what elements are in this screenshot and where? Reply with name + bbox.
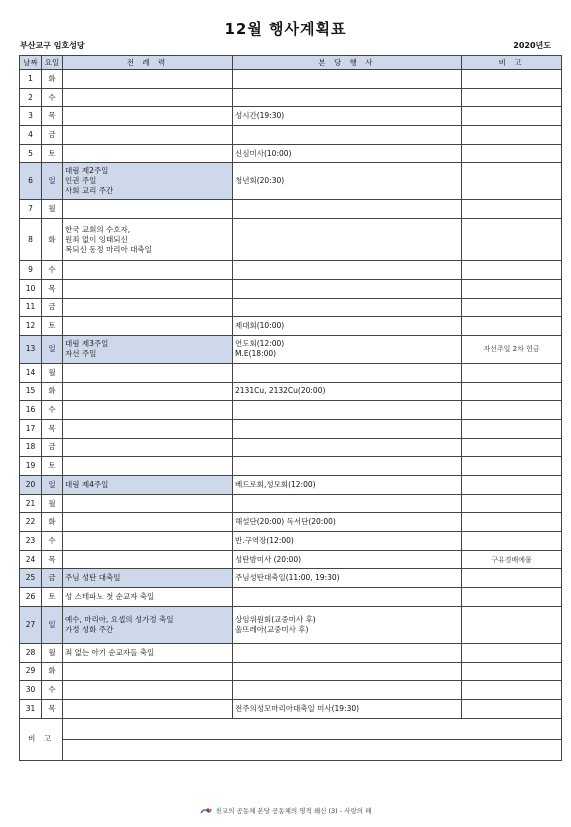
organization-name: 부산교구 임호성당 — [20, 41, 85, 50]
event-line: 주님성탄대축일(11:00, 19:30) — [235, 573, 340, 583]
events-cell — [233, 298, 462, 317]
liturgy-line: 자선 주일 — [65, 349, 97, 359]
note-cell — [462, 457, 562, 476]
table-row — [20, 550, 562, 569]
footer — [0, 806, 571, 815]
header-date: 날짜 — [20, 56, 42, 70]
table-row — [20, 317, 562, 336]
note-cell — [462, 606, 562, 643]
event-line: 해설단(20:00) 독서단(20:00) — [235, 517, 336, 527]
liturgy-cell — [63, 200, 233, 219]
weekday-cell: 수 — [42, 681, 63, 700]
table-row — [20, 200, 562, 219]
table-row — [20, 588, 562, 607]
liturgy-cell — [63, 335, 233, 363]
liturgy-line: 인권 주일 — [65, 176, 97, 186]
liturgy-cell — [63, 261, 233, 280]
note-cell — [462, 419, 562, 438]
events-cell — [233, 107, 462, 126]
date-cell: 25 — [20, 569, 42, 588]
events-cell — [233, 163, 462, 200]
event-line: 베드로회,성모회(12:00) — [235, 479, 316, 489]
table-row — [20, 419, 562, 438]
events-cell — [233, 513, 462, 532]
date-cell: 11 — [20, 298, 42, 317]
event-line: 전주의성모마리아대축일 미사(19:30) — [235, 703, 360, 713]
weekday-cell: 목 — [42, 699, 63, 718]
date-cell: 1 — [20, 70, 42, 89]
weekday-cell: 월 — [42, 200, 63, 219]
weekday-cell: 월 — [42, 494, 63, 513]
date-cell: 13 — [20, 335, 42, 363]
weekday-cell: 월 — [42, 643, 63, 662]
note-cell — [462, 569, 562, 588]
header-events: 본 당 행 사 — [233, 56, 462, 70]
event-line: 반.구역장(12:00) — [235, 535, 294, 545]
liturgy-cell — [63, 126, 233, 145]
year-label: 2020년도 — [513, 41, 551, 50]
liturgy-line: 주님 성탄 대축일 — [65, 573, 121, 583]
table-row — [20, 494, 562, 513]
liturgy-line: 대림 제4주일 — [65, 479, 109, 489]
events-cell — [233, 532, 462, 551]
liturgy-cell — [63, 550, 233, 569]
note-cell — [462, 513, 562, 532]
weekday-cell: 월 — [42, 363, 63, 382]
table-row — [20, 279, 562, 298]
note-cell — [462, 401, 562, 420]
note-cell — [462, 494, 562, 513]
liturgy-cell — [63, 363, 233, 382]
parish-logo-icon — [200, 807, 212, 815]
events-cell — [233, 382, 462, 401]
events-cell — [233, 219, 462, 261]
weekday-cell: 수 — [42, 532, 63, 551]
weekday-cell: 일 — [42, 163, 63, 200]
weekday-cell: 일 — [42, 606, 63, 643]
weekday-cell: 토 — [42, 144, 63, 163]
date-cell: 7 — [20, 200, 42, 219]
note-cell — [462, 279, 562, 298]
events-cell — [233, 681, 462, 700]
note-cell — [462, 382, 562, 401]
date-cell: 19 — [20, 457, 42, 476]
note-cell — [462, 588, 562, 607]
liturgy-line: 죄 없는 아기 순교자들 축일 — [65, 647, 155, 657]
weekday-cell: 수 — [42, 261, 63, 280]
note-cell — [462, 532, 562, 551]
remarks-label: 비 고 — [20, 718, 63, 760]
table-row — [20, 163, 562, 200]
note-cell — [462, 317, 562, 336]
note-cell — [462, 219, 562, 261]
event-line: 울뜨레아(교중미사 후) — [235, 624, 309, 634]
event-line: 성시간(19:30) — [235, 111, 285, 121]
remarks-cell — [63, 739, 562, 760]
note-cell — [462, 126, 562, 145]
table-row — [20, 513, 562, 532]
note-cell — [462, 107, 562, 126]
events-cell — [233, 476, 462, 495]
note-cell — [462, 88, 562, 107]
events-cell — [233, 70, 462, 89]
table-row — [20, 401, 562, 420]
weekday-cell: 금 — [42, 569, 63, 588]
events-cell — [233, 606, 462, 643]
weekday-cell: 목 — [42, 107, 63, 126]
note-cell — [462, 699, 562, 718]
event-line: 제대회(10:00) — [235, 321, 285, 331]
liturgy-cell — [63, 681, 233, 700]
weekday-cell: 토 — [42, 457, 63, 476]
events-cell — [233, 144, 462, 163]
date-cell: 3 — [20, 107, 42, 126]
liturgy-cell — [63, 569, 233, 588]
date-cell: 5 — [20, 144, 42, 163]
liturgy-line: 가정 성화 주간 — [65, 624, 114, 634]
liturgy-cell — [63, 662, 233, 681]
liturgy-line: 예수, 마리아, 요셉의 성가정 축일 — [65, 614, 174, 624]
date-cell: 12 — [20, 317, 42, 336]
date-cell: 6 — [20, 163, 42, 200]
liturgy-cell — [63, 606, 233, 643]
liturgy-line: 복되신 동정 마리아 대축일 — [65, 244, 152, 254]
note-cell — [462, 298, 562, 317]
date-cell: 20 — [20, 476, 42, 495]
event-line: 2131Cu, 2132Cu(20:00) — [235, 386, 326, 396]
liturgy-cell — [63, 107, 233, 126]
date-cell: 17 — [20, 419, 42, 438]
date-cell: 16 — [20, 401, 42, 420]
date-cell: 29 — [20, 662, 42, 681]
events-cell — [233, 419, 462, 438]
liturgy-cell — [63, 457, 233, 476]
note-cell — [462, 662, 562, 681]
liturgy-cell — [63, 163, 233, 200]
table-row — [20, 70, 562, 89]
schedule-table — [19, 55, 562, 761]
table-row — [20, 476, 562, 495]
liturgy-cell — [63, 494, 233, 513]
events-cell — [233, 126, 462, 145]
header-liturgy: 전 례 력 — [63, 56, 233, 70]
event-line: 청년회(20:30) — [235, 176, 285, 186]
remarks-row — [20, 739, 562, 760]
liturgy-cell — [63, 532, 233, 551]
note-cell — [462, 643, 562, 662]
liturgy-cell — [63, 476, 233, 495]
weekday-cell: 토 — [42, 588, 63, 607]
weekday-cell: 일 — [42, 476, 63, 495]
note-cell — [462, 363, 562, 382]
liturgy-cell — [63, 419, 233, 438]
liturgy-cell — [63, 298, 233, 317]
events-cell — [233, 643, 462, 662]
table-row — [20, 643, 562, 662]
table-row — [20, 699, 562, 718]
date-cell: 4 — [20, 126, 42, 145]
weekday-cell: 화 — [42, 70, 63, 89]
liturgy-cell — [63, 144, 233, 163]
page-title: 12월 행사계획표 — [224, 20, 347, 38]
weekday-cell: 금 — [42, 438, 63, 457]
date-cell: 27 — [20, 606, 42, 643]
weekday-cell: 목 — [42, 279, 63, 298]
table-row — [20, 662, 562, 681]
table-row — [20, 606, 562, 643]
remarks-row — [20, 718, 562, 739]
table-row — [20, 298, 562, 317]
liturgy-cell — [63, 219, 233, 261]
note-cell — [462, 476, 562, 495]
table-row — [20, 363, 562, 382]
weekday-cell: 금 — [42, 298, 63, 317]
note-cell — [462, 261, 562, 280]
date-cell: 26 — [20, 588, 42, 607]
weekday-cell: 목 — [42, 550, 63, 569]
table-row — [20, 219, 562, 261]
table-row — [20, 532, 562, 551]
table-row — [20, 457, 562, 476]
weekday-cell: 일 — [42, 335, 63, 363]
events-cell — [233, 200, 462, 219]
date-cell: 24 — [20, 550, 42, 569]
remarks-cell — [63, 718, 562, 739]
event-line: M.E(18:00) — [235, 349, 277, 359]
table-row — [20, 126, 562, 145]
events-cell — [233, 335, 462, 363]
liturgy-cell — [63, 317, 233, 336]
events-cell — [233, 588, 462, 607]
liturgy-line: 사회 교리 주간 — [65, 186, 114, 196]
event-line: 상임위원회(교중미사 후) — [235, 614, 316, 624]
events-cell — [233, 279, 462, 298]
events-cell — [233, 699, 462, 718]
date-cell: 21 — [20, 494, 42, 513]
event-line: 연도회(12:00) — [235, 339, 285, 349]
liturgy-cell — [63, 279, 233, 298]
table-row — [20, 107, 562, 126]
table-row — [20, 438, 562, 457]
date-cell: 2 — [20, 88, 42, 107]
weekday-cell: 화 — [42, 513, 63, 532]
events-cell — [233, 261, 462, 280]
weekday-cell: 화 — [42, 662, 63, 681]
events-cell — [233, 550, 462, 569]
liturgy-cell — [63, 70, 233, 89]
event-line: 성탄밤미사 (20:00) — [235, 554, 302, 564]
note-cell — [462, 70, 562, 89]
liturgy-cell — [63, 401, 233, 420]
weekday-cell: 수 — [42, 401, 63, 420]
liturgy-line: 한국 교회의 수호자, — [65, 224, 131, 234]
note-cell: 자선주일 2차 헌금 — [462, 335, 562, 363]
date-cell: 31 — [20, 699, 42, 718]
note-cell — [462, 163, 562, 200]
weekday-cell: 토 — [42, 317, 63, 336]
events-cell — [233, 662, 462, 681]
note-cell: 구유경배예물 — [462, 550, 562, 569]
liturgy-line: 원죄 없이 잉태되신 — [65, 234, 128, 244]
weekday-cell: 화 — [42, 219, 63, 261]
weekday-cell: 화 — [42, 382, 63, 401]
liturgy-line: 성 스테파노 첫 순교자 축일 — [65, 591, 155, 601]
events-cell — [233, 317, 462, 336]
table-row — [20, 382, 562, 401]
liturgy-cell — [63, 643, 233, 662]
event-line: 신심미사(10:00) — [235, 148, 292, 158]
date-cell: 22 — [20, 513, 42, 532]
note-cell — [462, 438, 562, 457]
table-row — [20, 261, 562, 280]
header-notes: 비 고 — [462, 56, 562, 70]
date-cell: 15 — [20, 382, 42, 401]
note-cell — [462, 200, 562, 219]
weekday-cell: 목 — [42, 419, 63, 438]
events-cell — [233, 401, 462, 420]
date-cell: 8 — [20, 219, 42, 261]
liturgy-cell — [63, 513, 233, 532]
weekday-cell: 금 — [42, 126, 63, 145]
date-cell: 30 — [20, 681, 42, 700]
liturgy-cell — [63, 88, 233, 107]
table-row — [20, 569, 562, 588]
liturgy-line: 대림 제3주일 — [65, 339, 109, 349]
liturgy-cell — [63, 588, 233, 607]
liturgy-cell — [63, 438, 233, 457]
header-weekday: 요일 — [42, 56, 63, 70]
events-cell — [233, 494, 462, 513]
table-row — [20, 335, 562, 363]
footer-text: 친교의 공동체 본당 공동체의 영적 쇄신 (3) - 사랑의 해 — [215, 807, 372, 815]
date-cell: 28 — [20, 643, 42, 662]
table-row — [20, 681, 562, 700]
note-cell — [462, 144, 562, 163]
table-row — [20, 144, 562, 163]
events-cell — [233, 438, 462, 457]
date-cell: 23 — [20, 532, 42, 551]
events-cell — [233, 88, 462, 107]
weekday-cell: 수 — [42, 88, 63, 107]
note-cell — [462, 681, 562, 700]
date-cell: 14 — [20, 363, 42, 382]
table-header-row — [20, 56, 562, 70]
events-cell — [233, 569, 462, 588]
date-cell: 10 — [20, 279, 42, 298]
liturgy-line: 대림 제2주일 — [65, 166, 109, 176]
table-row — [20, 88, 562, 107]
events-cell — [233, 457, 462, 476]
date-cell: 9 — [20, 261, 42, 280]
events-cell — [233, 363, 462, 382]
liturgy-cell — [63, 699, 233, 718]
date-cell: 18 — [20, 438, 42, 457]
liturgy-cell — [63, 382, 233, 401]
